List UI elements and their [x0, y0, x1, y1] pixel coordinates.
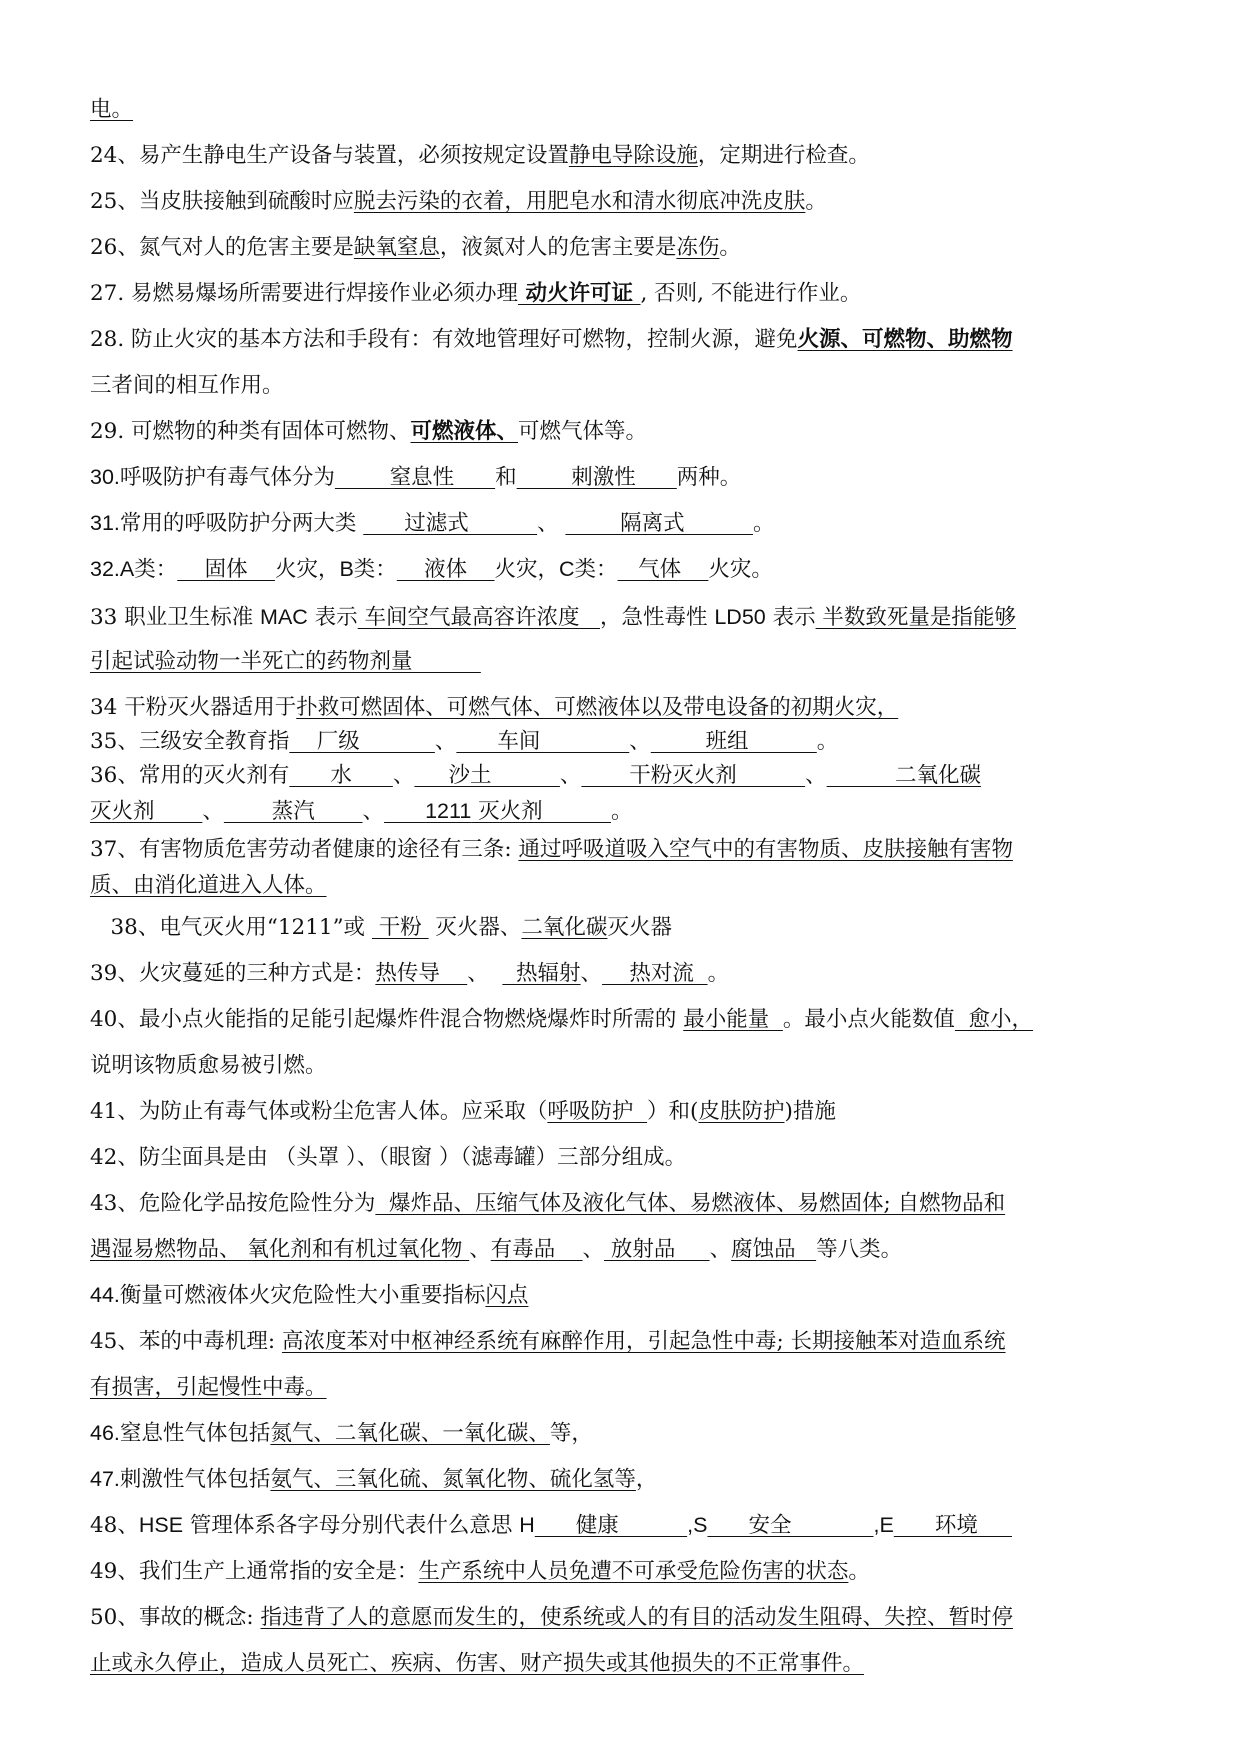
answer-text: 可燃液体、 [410, 419, 519, 444]
question-text: 40、最小点火能指的足能引起爆炸件混合物燃烧爆炸时所需的 [90, 1007, 684, 1032]
text-line [90, 322, 1013, 353]
question-text: 、 [805, 763, 827, 788]
answer-text: 二氧化碳 [521, 915, 608, 940]
text-line [90, 1186, 1005, 1217]
question-text: ， [635, 1467, 658, 1492]
answer-text: 有毒品 [490, 1237, 583, 1262]
text-line [90, 1002, 1033, 1033]
question-text: 、 [582, 1237, 605, 1262]
question-text: 。 [719, 235, 741, 260]
question-text: 说明该物质愈易被引燃。 [90, 1053, 327, 1078]
answer-text: 放射品 [604, 1237, 710, 1262]
question-text: 呼吸防护有毒气体分为 [119, 465, 335, 490]
answer-text [384, 799, 425, 824]
question-text: 31. [90, 511, 120, 535]
question-text: 灭火器、 [428, 915, 522, 940]
answer-text: 爆炸品、压缩气体及液化气体、易燃液体、易燃固体; 自燃物品和 [375, 1191, 1006, 1216]
question-text: ，定期进行检查。 [697, 143, 870, 168]
text-line [90, 1048, 327, 1079]
question-text: 等， [549, 1421, 593, 1446]
answer-text: 灭火剂 [90, 799, 203, 824]
answer-text: 环境 [893, 1513, 1013, 1538]
text-line [90, 276, 861, 307]
answer-text: 质、由消化道进入人体。 [90, 873, 327, 898]
answer-text: 热对流 [602, 961, 708, 986]
question-text: 。 [707, 961, 730, 986]
question-text: 25、当皮肤接触到硫酸时应 [90, 189, 354, 214]
question-text: 、 [434, 729, 457, 754]
question-text: 33 职业卫生标准 [90, 605, 261, 630]
answer-text: 通过呼吸道吸入空气中的有害物质、皮肤接触有害物 [518, 837, 1013, 862]
answer-text: 闪点 [485, 1283, 529, 1308]
answer-text: 止或永久停止，造成人员死亡、疾病、伤害、财产损失或其他损失的不正常事件。 [90, 1651, 865, 1676]
text-line [90, 1232, 902, 1263]
question-text: HSE [138, 1513, 184, 1537]
question-text: 43、危险化学品按危险性分为 [90, 1191, 376, 1216]
answer-text: 热辐射 [502, 961, 581, 986]
question-text: 42、防尘面具是由 （头罩 ）、（眼窗 ）（滤毒罐）三部分组成。 [90, 1145, 687, 1170]
question-text: 36、常用的灭火剂有 [90, 763, 290, 788]
text-line [90, 690, 898, 721]
answer-text: 干粉灭火剂 [581, 763, 806, 788]
text-line [90, 1600, 1013, 1631]
question-text: 。 [805, 189, 827, 214]
answer-text: 氧化剂和有机过氧化物 [247, 1237, 470, 1262]
question-text: 等八类。 [816, 1237, 903, 1262]
text-line [90, 1370, 327, 1401]
text-line [90, 552, 773, 583]
answer-text: 氨气、三氧化硫、氮氧化物、硫化氢等 [270, 1467, 636, 1492]
answer-text: 车间 [456, 729, 630, 754]
answer-text: 气体 [617, 557, 709, 582]
question-text: 类： [353, 557, 397, 582]
answer-text: 沙土 [414, 763, 560, 788]
question-text: 30. [90, 465, 120, 489]
question-text: 45、苯的中毒机理: [90, 1329, 282, 1354]
question-text: 可燃气体等。 [518, 419, 648, 444]
question-text: 34 干粉灭火器适用于 [90, 695, 297, 720]
answer-text: 火源、可燃物、助燃物 [797, 327, 1013, 352]
question-text: 、 [362, 799, 385, 824]
answer-text: 氮气、二氧化碳、一氧化碳、 [270, 1421, 550, 1446]
question-text: 三者间的相互作用。 [90, 373, 284, 398]
answer-text: 冻伤 [676, 235, 720, 260]
question-text: 29. 可燃物的种类有固体可燃物、 [90, 419, 411, 444]
text-line [90, 414, 647, 445]
text-line [90, 1140, 686, 1171]
question-text: 27. 易燃易爆场所需要进行焊接作业必须办理 [90, 281, 519, 306]
question-text: 41、为防止有毒气体或粉尘危害人体。应采取（ [90, 1099, 548, 1124]
answer-text: 隔离式 [565, 511, 753, 536]
answer-text: 灭火剂 [471, 799, 611, 824]
text-line [90, 368, 284, 399]
question-text: 、 [469, 1237, 491, 1262]
question-text: ）和( [647, 1099, 699, 1124]
answer-text: 健康 [534, 1513, 688, 1538]
question-text: 和 [495, 465, 517, 490]
question-text: 48、 [90, 1513, 139, 1538]
question-text: 表示 [307, 605, 358, 630]
question-text: ,E [873, 1513, 894, 1537]
question-text: 28. 防止火灾的基本方法和手段有：有效地管理好可燃物，控制火源，避免 [90, 327, 798, 352]
answer-text: 干粉 [371, 915, 429, 940]
answer-text: 热传导 [375, 961, 468, 986]
answer-text: 刺激性 [516, 465, 677, 490]
answer-text: 遇湿易燃物品、 [90, 1237, 248, 1262]
question-text: 、 [467, 961, 503, 986]
answer-text: 缺氧窒息 [353, 235, 440, 260]
text-line [90, 1094, 836, 1125]
answer-text: 指违背了人的意愿而发生的，使系统或人的有目的活动发生阻碍、失控、暂时停 [260, 1605, 1013, 1630]
question-text: 衡量可燃液体火灾危险性大小重要指标 [119, 1283, 486, 1308]
question-text: 火灾。 [708, 557, 773, 582]
question-text: ，急性毒性 [600, 605, 715, 630]
text-line [90, 600, 1016, 631]
question-text: 24、易产生静电生产设备与装置，必须按规定设置 [90, 143, 569, 168]
answer-text: 电。 [90, 97, 134, 122]
question-text: ,S [687, 1513, 708, 1537]
question-text: 类： [574, 557, 618, 582]
answer-text: 水 [289, 763, 393, 788]
question-text: 类： [134, 557, 178, 582]
question-text: 窒息性气体包括 [119, 1421, 271, 1446]
answer-text: 液体 [396, 557, 495, 582]
question-text: 火灾， [274, 557, 340, 582]
text-line [90, 1646, 864, 1677]
text-line [90, 724, 838, 755]
text-line [90, 794, 633, 825]
answer-text: 车间空气最高容许浓度 [357, 605, 600, 630]
question-text: 、 [580, 961, 603, 986]
question-text: 。最小点火能数值 [782, 1007, 955, 1032]
text-line [90, 1508, 1012, 1539]
question-text: 、 [709, 1237, 732, 1262]
question-text: 常用的呼吸防护分两大类 [119, 511, 364, 536]
answer-text: 窒息性 [334, 465, 496, 490]
question-text: 35、三级安全教育指 [90, 729, 290, 754]
answer-text: 半数致死量是指能够 [815, 605, 1016, 630]
answer-text: 静电导除设施 [568, 143, 698, 168]
text-line [90, 506, 774, 537]
question-text: 50、事故的概念: [90, 1605, 261, 1630]
question-text: 47. [90, 1467, 120, 1491]
question-text: 、 [537, 511, 566, 536]
question-text: 、 [392, 763, 415, 788]
answer-text: 有损害，引起慢性中毒。 [90, 1375, 327, 1400]
text-line [90, 230, 741, 261]
answer-text: 最小能量 [683, 1007, 783, 1032]
question-text: 。 [752, 511, 775, 536]
answer-text: 脱去污染的衣着，用肥皂水和清水彻底冲洗皮肤 [353, 189, 806, 214]
question-text: 刺激性气体包括 [119, 1467, 271, 1492]
text-line [90, 1554, 870, 1585]
answer-text: 厂级 [289, 729, 435, 754]
answer-text: 呼吸防护 [547, 1099, 648, 1124]
question-text: )措施 [784, 1099, 836, 1124]
answer-text: 二氧化碳 [826, 763, 981, 788]
question-text: 管理体系各字母分别代表什么意思 [183, 1513, 520, 1538]
question-text: 。 [816, 729, 839, 754]
question-text: H [519, 1513, 535, 1537]
text-line [90, 644, 481, 675]
text-line [90, 460, 741, 491]
answer-text: 高浓度苯对中枢神经系统有麻醉作用，引起急性中毒; 长期接触苯对造血系统 [281, 1329, 1006, 1354]
question-text: 两种。 [676, 465, 742, 490]
text-line [90, 1416, 593, 1447]
answer-text: 引起试验动物一半死亡的药物剂量 [90, 649, 481, 674]
question-text: C [559, 557, 575, 581]
answer-text: 班组 [650, 729, 817, 754]
question-text: 32.A [90, 557, 135, 581]
answer-text: 扑救可燃固体、可燃气体、可燃液体以及带电设备的初期火灾， [296, 695, 899, 720]
answer-text: 固体 [177, 557, 275, 582]
text-line [90, 910, 672, 941]
text-line [90, 1462, 657, 1493]
text-line [90, 758, 981, 789]
text-line [90, 184, 827, 215]
question-text: 44. [90, 1283, 120, 1307]
text-line [90, 1278, 528, 1309]
question-text: 46. [90, 1421, 120, 1445]
question-text: 火灾， [494, 557, 560, 582]
question-text: 38、电气灭火用“1211”或 [90, 915, 372, 940]
question-text: B [339, 557, 354, 581]
text-line [90, 832, 1013, 863]
question-text: 、 [202, 799, 224, 824]
question-text: 表示 [765, 605, 816, 630]
question-text: ，液氮对人的危害主要是 [439, 235, 677, 260]
answer-text: 生产系统中人员免遭不可承受危险伤害的状态 [418, 1559, 849, 1584]
text-line [90, 868, 327, 899]
answer-text: 皮肤防护 [698, 1099, 785, 1124]
text-line [90, 1324, 1006, 1355]
question-text: MAC [260, 605, 308, 629]
answer-text: 动火许可证 [518, 281, 641, 306]
question-text: , 否则, 不能进行作业。 [640, 281, 862, 306]
answer-text: 腐蚀品 [731, 1237, 817, 1262]
text-line [90, 92, 133, 123]
question-text: 、 [629, 729, 651, 754]
question-text: LD50 [714, 605, 766, 629]
answer-text: 愈小， [954, 1007, 1034, 1032]
text-line [90, 956, 729, 987]
answer-text: 蒸汽 [223, 799, 363, 824]
question-text: 37、有害物质危害劳动者健康的途径有三条: [90, 837, 519, 862]
question-text: 49、我们生产上通常指的安全是： [90, 1559, 419, 1584]
question-text: 、 [559, 763, 582, 788]
answer-text: 安全 [707, 1513, 874, 1538]
answer-text: 1211 [425, 799, 472, 823]
question-text: 。 [611, 799, 633, 824]
question-text: 39、火灾蔓延的三种方式是： [90, 961, 376, 986]
answer-text: 过滤式 [363, 511, 538, 536]
question-text: 。 [848, 1559, 870, 1584]
question-text: 26、氮气对人的危害主要是 [90, 235, 354, 260]
text-line [90, 138, 870, 169]
question-text: 灭火器 [607, 915, 672, 940]
